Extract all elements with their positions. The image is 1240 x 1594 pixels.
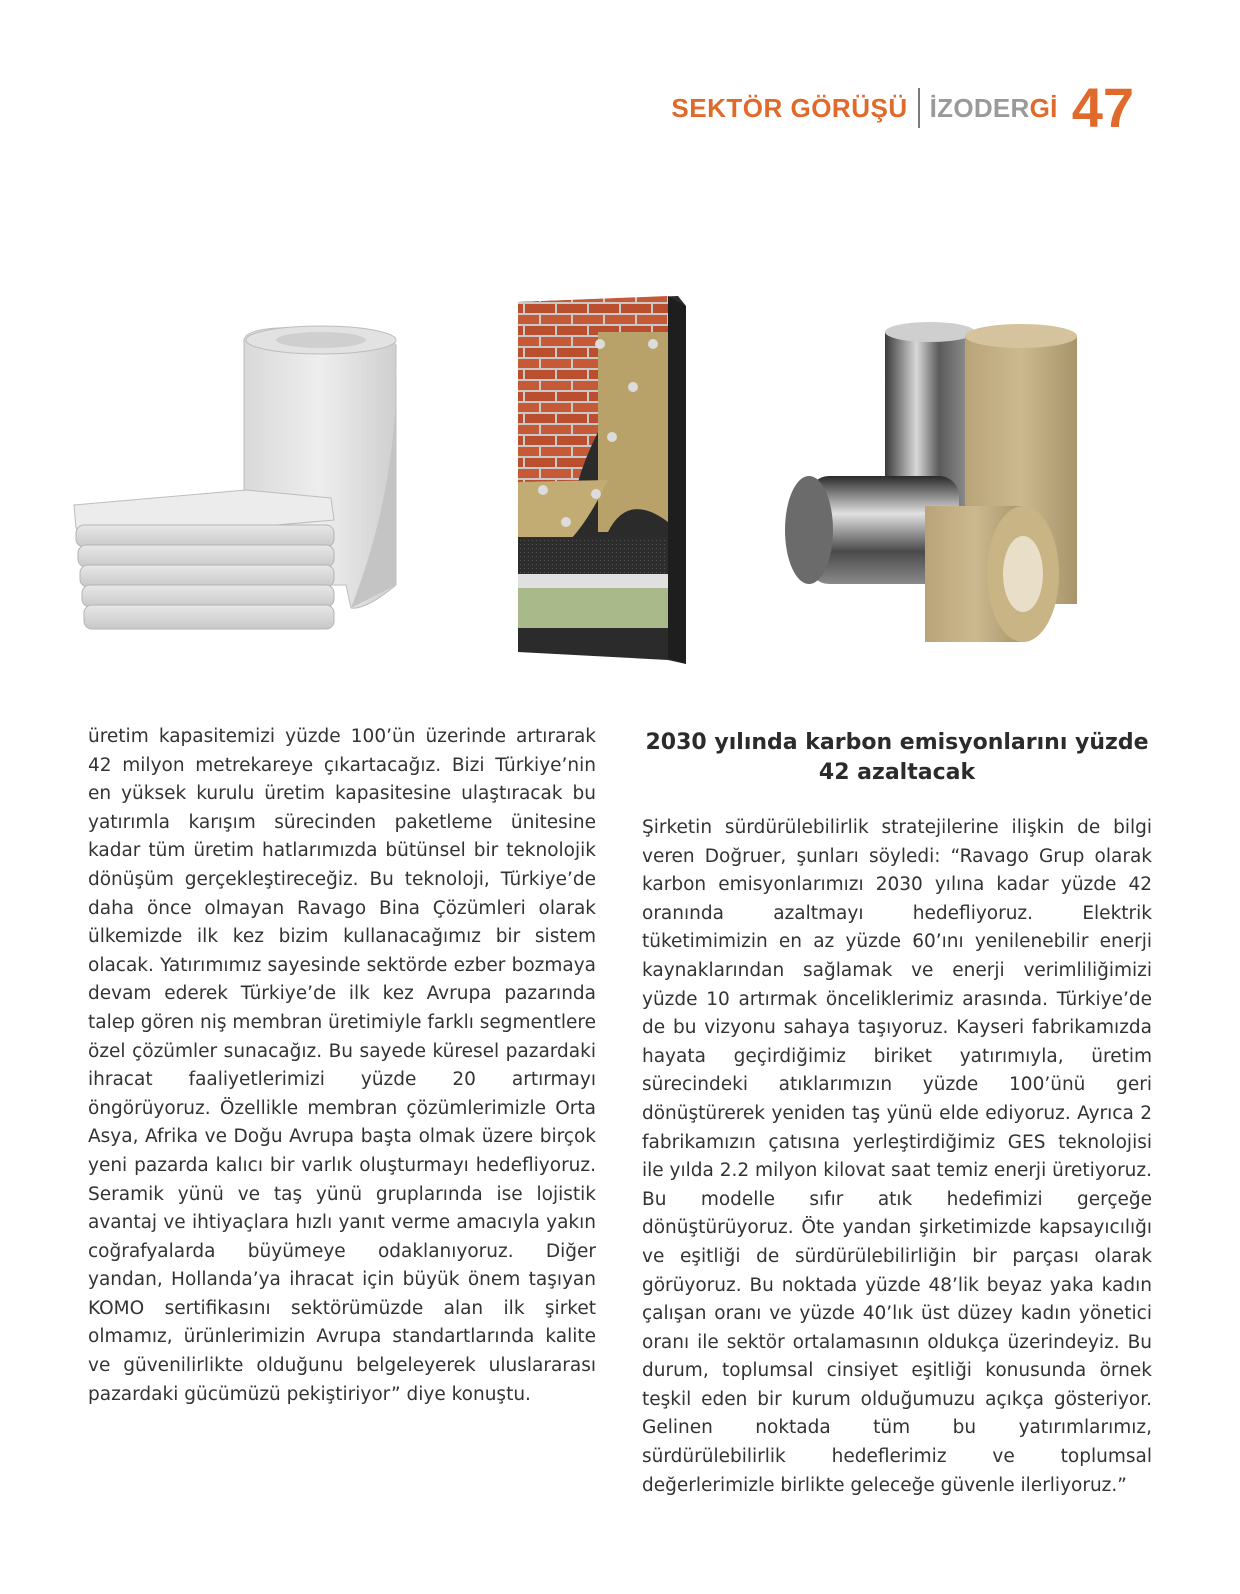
- magazine-name: [930, 93, 1058, 124]
- magazine-name-part-a: İZODER: [929, 92, 1030, 123]
- section-label: SEKTÖR GÖRÜŞÜ: [671, 92, 908, 123]
- page-header: [671, 76, 1134, 139]
- ceramic-wool-blanket-image: [66, 320, 416, 640]
- facade-insulation-cross-section-image: [508, 292, 698, 664]
- page-number: 47: [1071, 76, 1134, 139]
- article-right-column: Şirketin sürdürülebilirlik stratejilerine ilişkin de bilgi veren Doğruer, şunları söyledi: “Ravago Grup olarak karbon emisyonlarımızı 2030 yılına kadar yüzde 42 oranında azaltmayı hedefliyoruz. Elektrik tüketimimizin en az yüzde 60’ını yenilenebilir enerji kaynaklarından sağlamak ve enerji verimliliğimizi yüzde 10 artırmak önceliklerimiz arasında. Türkiye’de de bu vizyonu sahaya taşıyoruz. Kayseri fabrikamızda hayata geçirdiğimiz biriket yatırımıyla, üretim sürecindeki atıklarımızın yüzde 100’ünü geri dönüştürerek yeniden taş yünü elde ediyoruz. Ayrıca 2 fabrikamızın çatısına yerleştirdiğimiz GES teknolojisi ile yılda 2.2 milyon kilovat saat temiz enerji üretiyoruz. Bu modelle sıfır atık hedefimizi gerçeğe dönüştürüyoruz. Öte yandan şirketimizde kapsayıcılığı ve eşitliği de sürdürülebilirliğin bir parçası olarak görüyoruz. Bu noktada yüzde 48’lik beyaz yaka kadın çalışan oranı ve yüzde 40’lık üst düzey kadın yönetici oranı ile sektör ortalamasının oldukça üzerindeyiz. Bu durum, toplumsal cinsiyet eşitliği konusunda örnek teşkil eden bir kurum olduğumuzu açıkça gösteriyor. Gelinen noktada tüm bu yatırımlarımız, sürdürülebilirlik hedeflerimiz ve toplumsal değerlerimizle birlikte geleceğe güvenle ilerliyoruz.”: [642, 817, 1152, 1496]
- stone-wool-pipe-sections-image: [775, 318, 1093, 654]
- header-divider: [918, 88, 920, 128]
- magazine-name-part-b: Gİ: [1029, 92, 1058, 123]
- article-subheading: 2030 yılında karbon emisyonlarını yüzde 42 azaltacak: [645, 730, 1149, 785]
- article-left-column: üretim kapasitemizi yüzde 100’ün üzerinde artırarak 42 milyon metrekareye çıkartacağız. Bizi Türkiye’nin en yüksek kurulu üretim kapasitesine ulaştıracak bu yatırımla karışım sürecinden paketleme ünitesine kadar tüm üretim hatlarımızda bütünsel bir teknolojik dönüşüm gerçekleştireceğiz. Bu teknoloji, Türkiye’de daha önce olmayan Ravago Bina Çözümleri olarak ülkemizde ilk kez bizim kullanacağımız bir sistem olacak. Yatırımımız sayesinde sektörde ezber bozmaya devam ederek Türkiye’de ilk kez Avrupa pazarında talep gören niş membran üretimiyle farklı segmentlere özel çözümler sunacağız. Bu sayede küresel pazardaki ihracat faaliyetlerimizi yüzde 20 artırmayı öngörüyoruz. Özellikle membran çözümlerimizle Orta Asya, Afrika ve Doğu Avrupa başta olmak üzere birçok yeni pazarda kalıcı bir varlık oluşturmayı hedefliyoruz. Seramik yünü ve taş yünü gruplarında ise lojistik avantaj ve ihtiyaçlara hızlı yanıt verme amacıyla yakın coğrafyalarda büyümeye odaklanıyoruz. Diğer yandan, Hollanda’ya ihracat için büyük önem taşıyan KOMO sertifikasını sektörümüzde alan ilk şirket olmamız, ürünlerimizin Avrupa standartlarında kalite ve güvenilirlikte olduğunu belgeleyerek uluslararası pazardaki gücümüzü pekiştiriyor” diye konuştu.: [88, 726, 596, 1405]
